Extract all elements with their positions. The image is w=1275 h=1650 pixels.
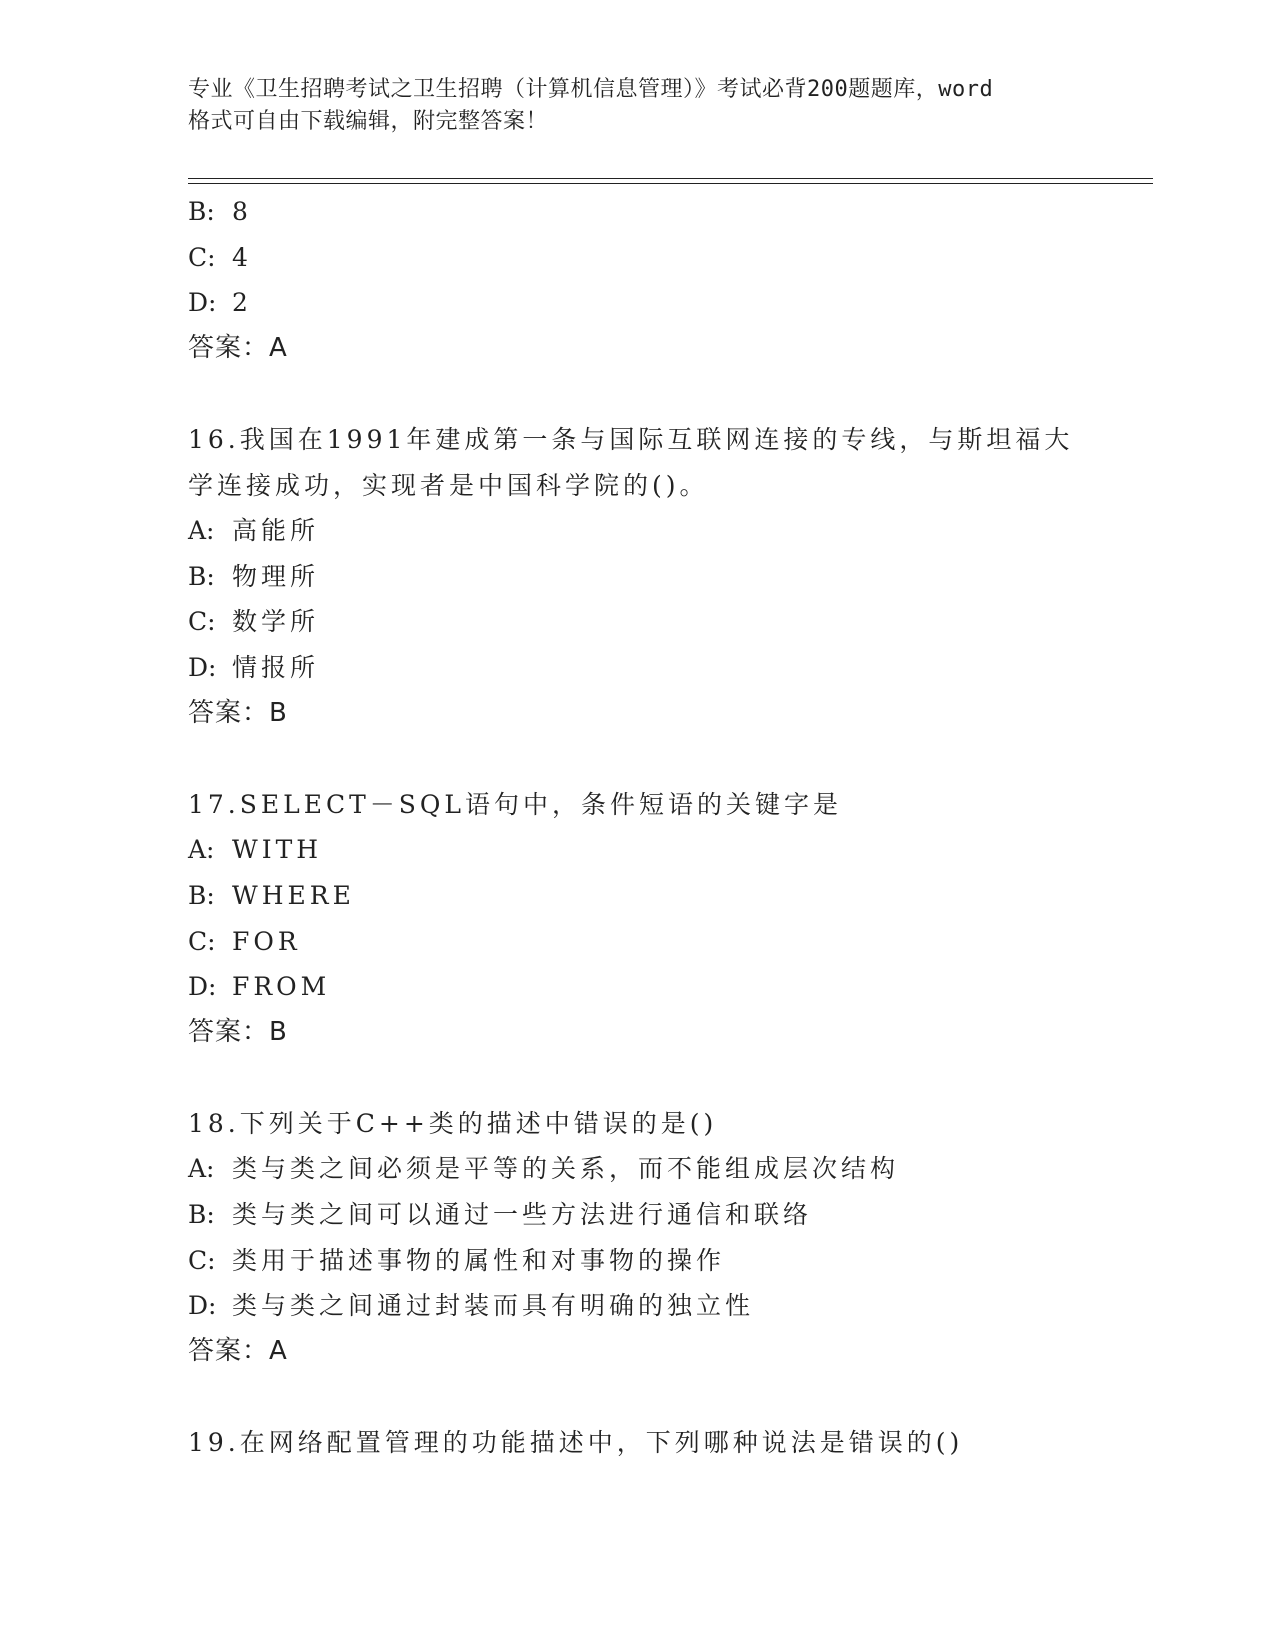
question-stem: 17.SELECT－SQL语句中，条件短语的关键字是	[188, 789, 843, 819]
option-b: B: WHERE	[188, 880, 355, 910]
option-d: D: 情报所	[188, 652, 320, 682]
header-rule-top	[188, 178, 1153, 179]
question-18	[188, 1101, 1068, 1375]
option-b: B: 类与类之间可以通过一些方法进行通信和联络	[188, 1200, 813, 1230]
question-19	[188, 1420, 1068, 1466]
option-d: D: FROM	[188, 972, 331, 1002]
header-rule-bottom	[188, 183, 1153, 184]
answer-line: 答案：B	[188, 697, 288, 728]
question-stem: 18.下列关于C++类的描述中错误的是()	[188, 1108, 718, 1138]
header-line-2: 格式可自由下载编辑，附完整答案！	[188, 109, 549, 134]
question-gap	[188, 1055, 1068, 1101]
option-c: C: 数学所	[188, 607, 320, 637]
option-d: D: 2	[188, 288, 252, 318]
answer-line: 答案：A	[188, 332, 288, 363]
document-header	[188, 74, 1088, 138]
question-list	[188, 189, 1074, 1466]
question-16	[188, 417, 1074, 736]
option-c: C: 4	[188, 242, 252, 272]
option-d: D: 类与类之间通过封装而具有明确的独立性	[188, 1291, 755, 1321]
question-gap	[188, 736, 1068, 782]
option-c: C: 类用于描述事物的属性和对事物的操作	[188, 1245, 726, 1275]
question-gap	[188, 1374, 1068, 1420]
option-b: B: 物理所	[188, 561, 320, 591]
option-a: A: 高能所	[188, 516, 320, 546]
question-gap	[188, 371, 1068, 417]
question-stem-continued: 学连接成功，实现者是中国科学院的()。	[188, 470, 709, 500]
option-a: A: 类与类之间必须是平等的关系，而不能组成层次结构	[188, 1154, 900, 1184]
header-line-1: 专业《卫生招聘考试之卫生招聘（计算机信息管理）》考试必背200题题库，word	[188, 77, 994, 102]
question-stem: 16.我国在1991年建成第一条与国际互联网连接的专线，与斯坦福大	[188, 424, 1074, 454]
option-c: C: FOR	[188, 926, 301, 956]
option-a: A: WITH	[188, 835, 323, 865]
question-17	[188, 782, 1068, 1056]
option-b: B: 8	[188, 197, 252, 226]
answer-line: 答案：A	[188, 1335, 288, 1366]
question-stem: 19.在网络配置管理的功能描述中，下列哪种说法是错误的()	[188, 1428, 964, 1458]
question-15-tail	[188, 189, 1068, 371]
answer-line: 答案：B	[188, 1016, 288, 1047]
